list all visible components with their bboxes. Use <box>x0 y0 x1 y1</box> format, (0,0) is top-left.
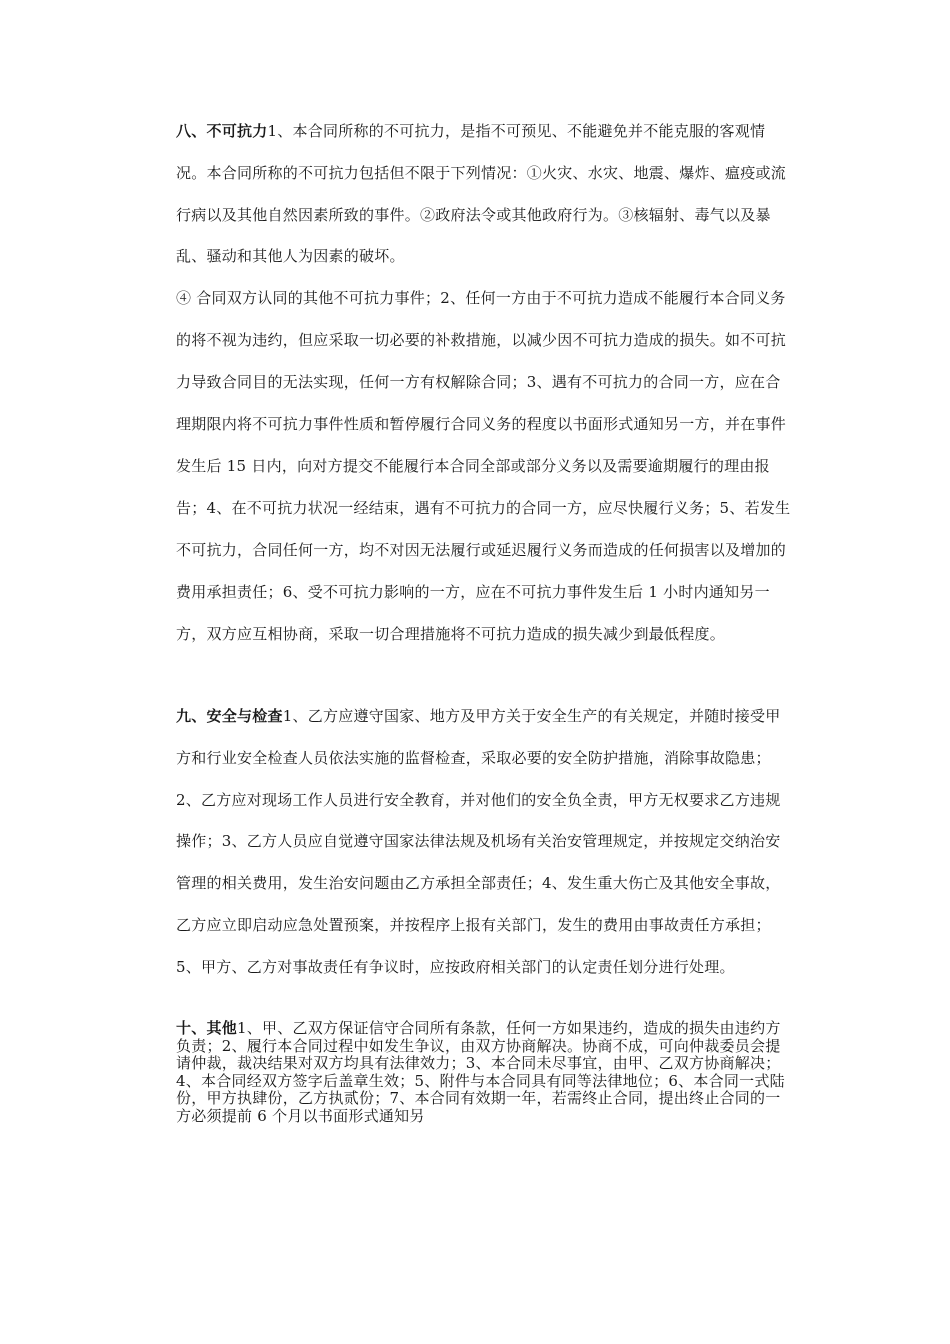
text-line: 方和行业安全检查人员依法实施的监督检查，采取必要的安全防护措施，消除事故隐患； <box>176 749 771 767</box>
text-line: 5、甲方、乙方对事故责任有争议时，应按政府相关部门的认定责任划分进行处理。 <box>176 958 735 976</box>
section-other <box>176 1020 820 1125</box>
text-line: 理期限内将不可抗力事件性质和暂停履行合同义务的程度以书面形式通知另一方，并在事件 <box>176 415 787 433</box>
section-heading: 九、安全与检查 <box>176 707 283 725</box>
text-line: 1、本合同所称的不可抗力，是指不可预见、不能避免并不能克服的客观情 <box>267 122 766 140</box>
text-line: 1、甲、乙双方保证信守合同所有条款，任何一方如果违约，造成的损失由违约方 <box>237 1019 781 1037</box>
text-line: 的将不视为违约，但应采取一切必要的补救措施，以减少因不可抗力造成的损失。如不可抗 <box>176 331 787 349</box>
text-line: 方，双方应互相协商，采取一切合理措施将不可抗力造成的损失减少到最低程度。 <box>176 625 726 643</box>
text-line: 力导致合同目的无法实现，任何一方有权解除合同；3、遇有不可抗力的合同一方，应在合 <box>176 373 781 391</box>
text-line: 4、本合同经双方签字后盖章生效；5、附件与本合同具有同等法律地位；6、本合同一式陆 <box>176 1071 785 1090</box>
text-line: 1、乙方应遵守国家、地方及甲方关于安全生产的有关规定，并随时接受甲 <box>282 707 781 725</box>
text-line: 方必须提前 6 个月以书面形式通知另 <box>176 1106 425 1125</box>
text-line: 费用承担责任；6、受不可抗力影响的一方，应在不可抗力事件发生后 1 小时内通知另一 <box>176 583 770 601</box>
section-first-line <box>176 705 781 726</box>
text-line: 2、乙方应对现场工作人员进行安全教育，并对他们的安全负全责，甲方无权要求乙方违规 <box>176 791 781 809</box>
text-line: 份，甲方执肆份，乙方执贰份；7、本合同有效期一年，若需终止合同，提出终止合同的一 <box>176 1089 781 1107</box>
text-line: 行病以及其他自然因素所致的事件。②政府法令或其他政府行为。③核辐射、毒气以及暴 <box>176 206 771 224</box>
text-line: 告；4、在不可抗力状况一经结束，遇有不可抗力的合同一方，应尽快履行义务；5、若发生 <box>176 499 791 517</box>
text-line: 管理的相关费用，发生治安问题由乙方承担全部责任；4、发生重大伤亡及其他安全事故， <box>176 874 781 892</box>
text-line: 操作；3、乙方人员应自觉遵守国家法律法规及机场有关治安管理规定，并按规定交纳治安 <box>176 832 781 850</box>
text-line: 乙方应立即启动应急处置预案，并按程序上报有关部门，发生的费用由事故责任方承担； <box>176 916 771 934</box>
text-line: 乱、骚动和其他人为因素的破坏。 <box>176 247 405 265</box>
text-line: 负责；2、履行本合同过程中如发生争议，由双方协商解决。协商不成，可向仲裁委员会提 <box>176 1036 781 1055</box>
section-heading: 十、其他 <box>176 1019 238 1037</box>
section-first-line <box>176 120 765 141</box>
text-line: 不可抗力，合同任何一方，均不对因无法履行或延迟履行义务而造成的任何损害以及增加的 <box>176 541 787 559</box>
text-line: 况。本合同所称的不可抗力包括但不限于下列情况：①火灾、水灾、地震、爆炸、瘟疫或流 <box>176 164 787 182</box>
text-line: ④ 合同双方认同的其他不可抗力事件；2、任何一方由于不可抗力造成不能履行本合同义务 <box>176 289 786 307</box>
section-first-line <box>176 1020 820 1038</box>
text-line: 请仲裁，裁决结果对双方均具有法律效力；3、本合同未尽事宜，由甲、乙双方协商解决； <box>176 1054 781 1072</box>
text-line: 发生后 15 日内，向对方提交不能履行本合同全部或部分义务以及需要逾期履行的理由报 <box>176 457 770 475</box>
section-heading: 八、不可抗力 <box>176 122 268 140</box>
